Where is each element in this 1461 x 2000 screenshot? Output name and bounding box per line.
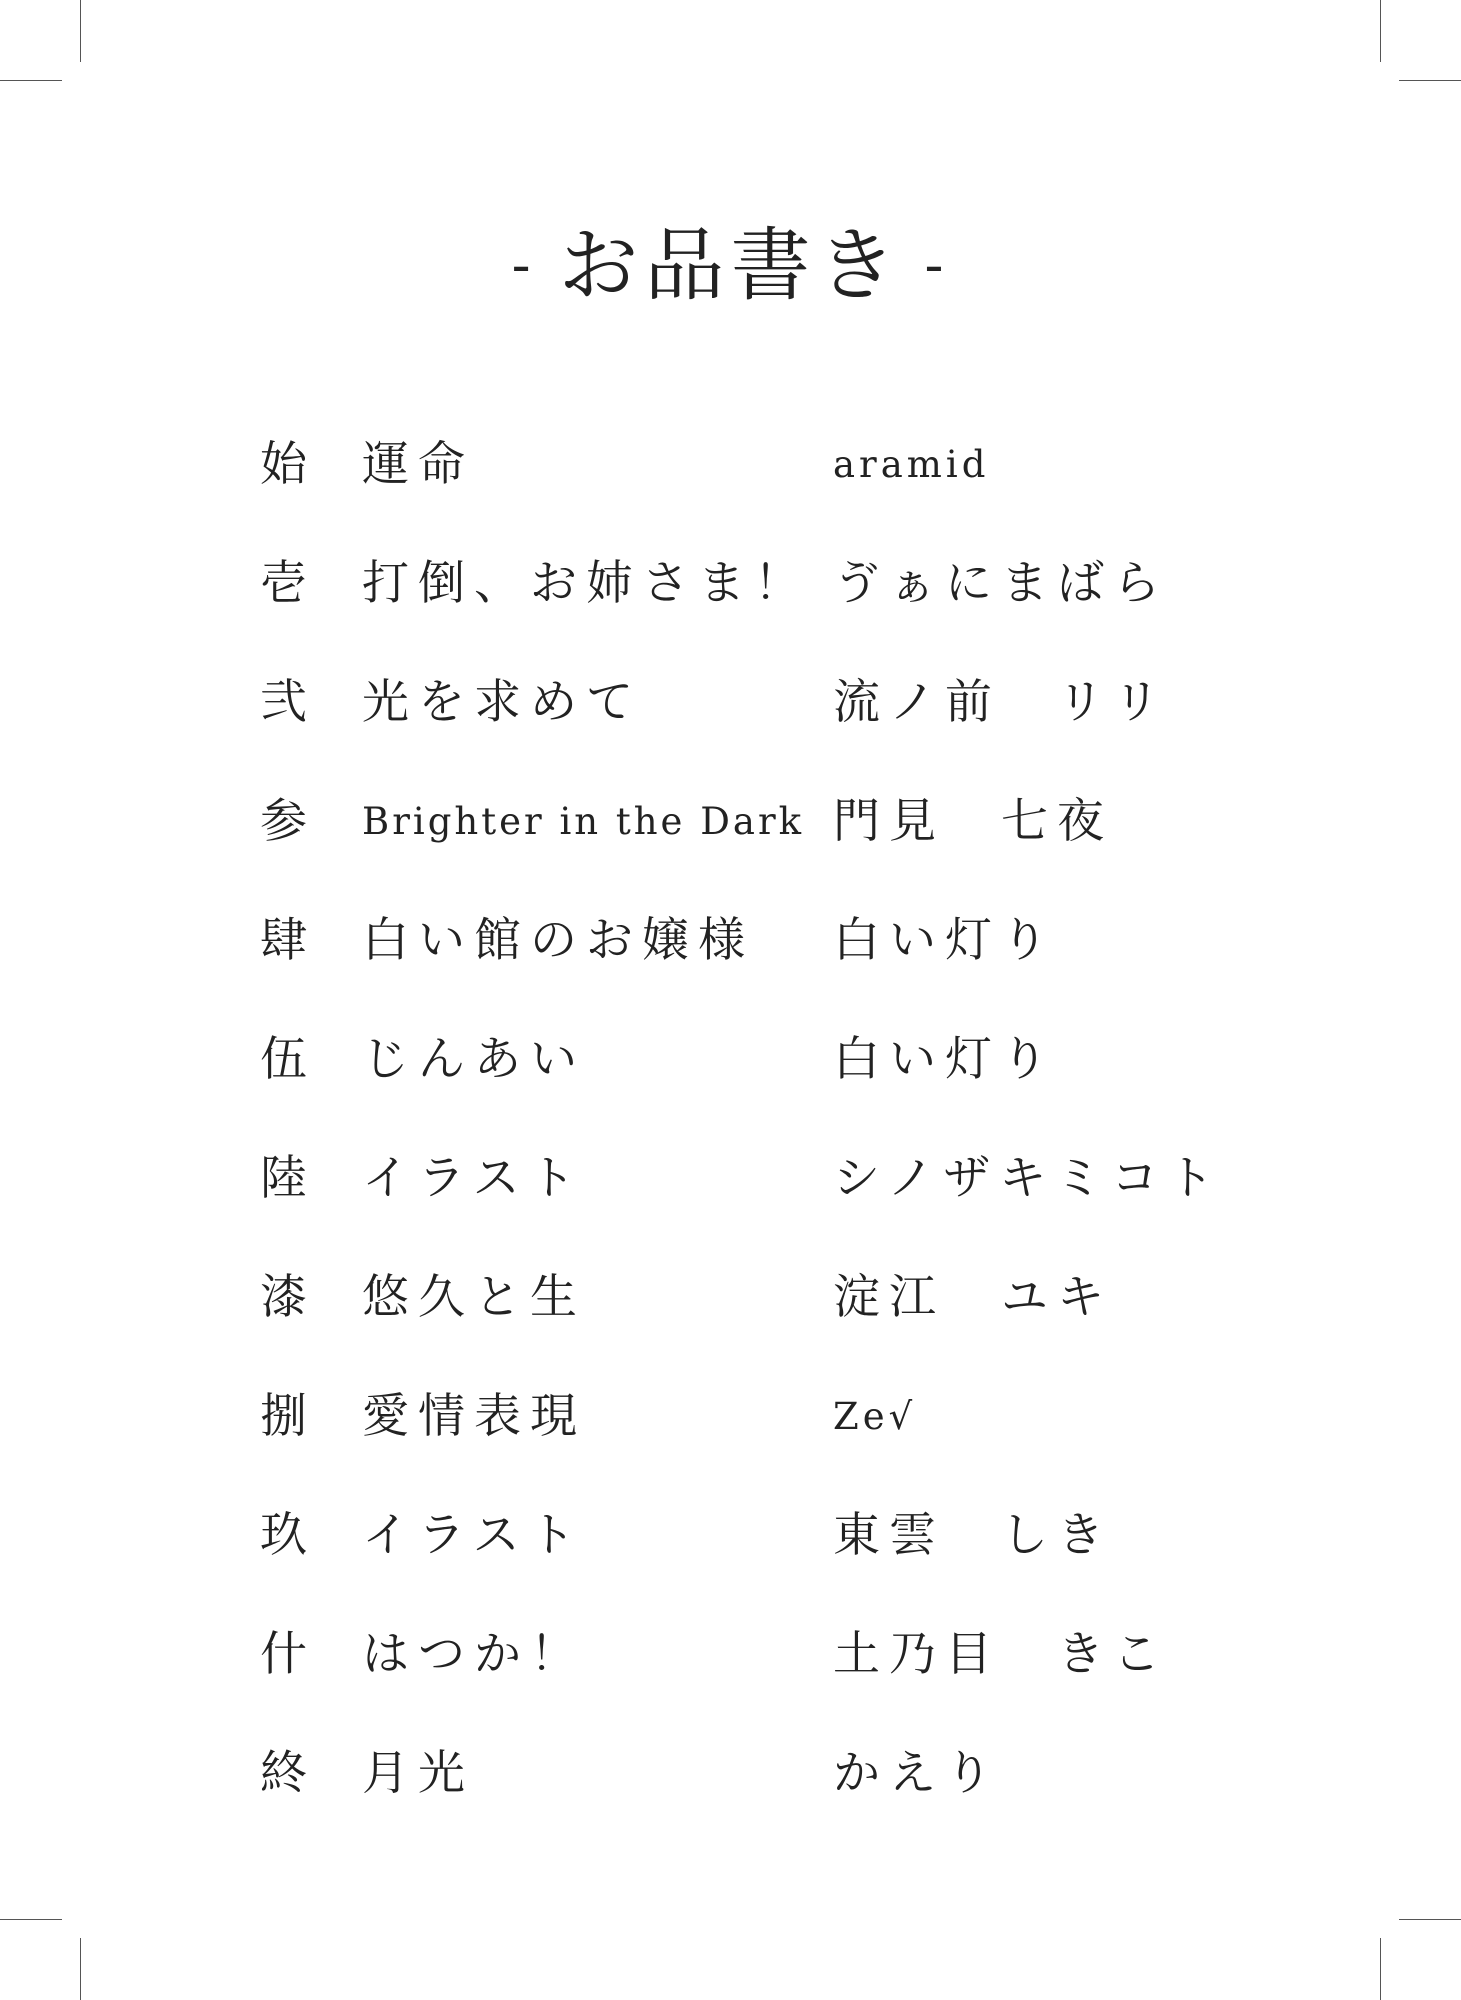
entry-number: 弐: [260, 675, 307, 730]
list-item: [0, 901, 1461, 981]
entry-author: 流ノ前 リリ: [833, 675, 1169, 730]
entry-number: 伍: [260, 1032, 307, 1087]
crop-mark-bottom-left-vertical: [80, 1938, 81, 2000]
list-item: [0, 1734, 1461, 1814]
crop-mark-top-right-horizontal: [1399, 80, 1461, 81]
title-dash-right: -: [924, 233, 950, 298]
list-item: [0, 425, 1461, 505]
entry-title: 打倒、お姉さま！: [362, 556, 810, 611]
list-item: [0, 1615, 1461, 1695]
entry-title: 白い館のお嬢様: [362, 913, 754, 968]
entry-title: 運命: [362, 437, 474, 492]
list-item: [0, 1377, 1461, 1457]
entry-title: 月光: [362, 1746, 474, 1801]
list-item: [0, 782, 1461, 862]
entry-author: 淀江 ユキ: [833, 1270, 1113, 1325]
entry-number: 捌: [260, 1389, 307, 1444]
entry-author: 東雲 しき: [833, 1508, 1113, 1563]
entry-number: 終: [260, 1746, 307, 1801]
entry-author: aramid: [833, 443, 990, 486]
entry-number: 肆: [260, 913, 307, 968]
entry-title: Brighter in the Dark: [362, 800, 805, 843]
entry-number: 漆: [260, 1270, 307, 1325]
entry-number: 什: [260, 1627, 307, 1682]
crop-mark-bottom-right-vertical: [1380, 1938, 1381, 2000]
list-item: [0, 1496, 1461, 1576]
crop-mark-top-left-horizontal: [0, 80, 62, 81]
list-item: [0, 1020, 1461, 1100]
entry-author: 土乃目 きこ: [833, 1627, 1169, 1682]
entry-author: Ze√: [833, 1395, 917, 1438]
list-item: [0, 663, 1461, 743]
entry-title: 愛情表現: [362, 1389, 586, 1444]
entry-title: じんあい: [362, 1032, 586, 1087]
title-dash-left: -: [511, 233, 537, 298]
entry-number: 参: [260, 794, 307, 849]
entry-number: 玖: [260, 1508, 307, 1563]
crop-mark-top-left-vertical: [80, 0, 81, 62]
crop-mark-top-right-vertical: [1380, 0, 1381, 62]
entry-author: シノザキミコト: [833, 1151, 1224, 1206]
entry-title: 光を求めて: [362, 675, 642, 730]
list-item: [0, 1258, 1461, 1338]
entry-title: イラスト: [362, 1151, 585, 1206]
entry-author: ゔぁにまばら: [833, 556, 1169, 611]
entry-number: 陸: [260, 1151, 307, 1206]
list-item: [0, 544, 1461, 624]
entry-title: 悠久と生: [362, 1270, 586, 1325]
page-title: [0, 205, 1461, 321]
entry-title: はつか！: [362, 1627, 586, 1682]
entry-author: 白い灯り: [833, 1032, 1057, 1087]
entry-title: イラスト: [362, 1508, 585, 1563]
entry-author: 門見 七夜: [833, 794, 1113, 849]
crop-mark-bottom-right-horizontal: [1399, 1919, 1461, 1920]
entry-author: 白い灯り: [833, 913, 1057, 968]
title-text: お品書き: [558, 219, 903, 312]
list-item: [0, 1139, 1461, 1219]
entry-author: かえり: [833, 1746, 1001, 1801]
crop-mark-bottom-left-horizontal: [0, 1919, 62, 1920]
entry-number: 始: [260, 437, 307, 492]
entry-number: 壱: [260, 556, 307, 611]
